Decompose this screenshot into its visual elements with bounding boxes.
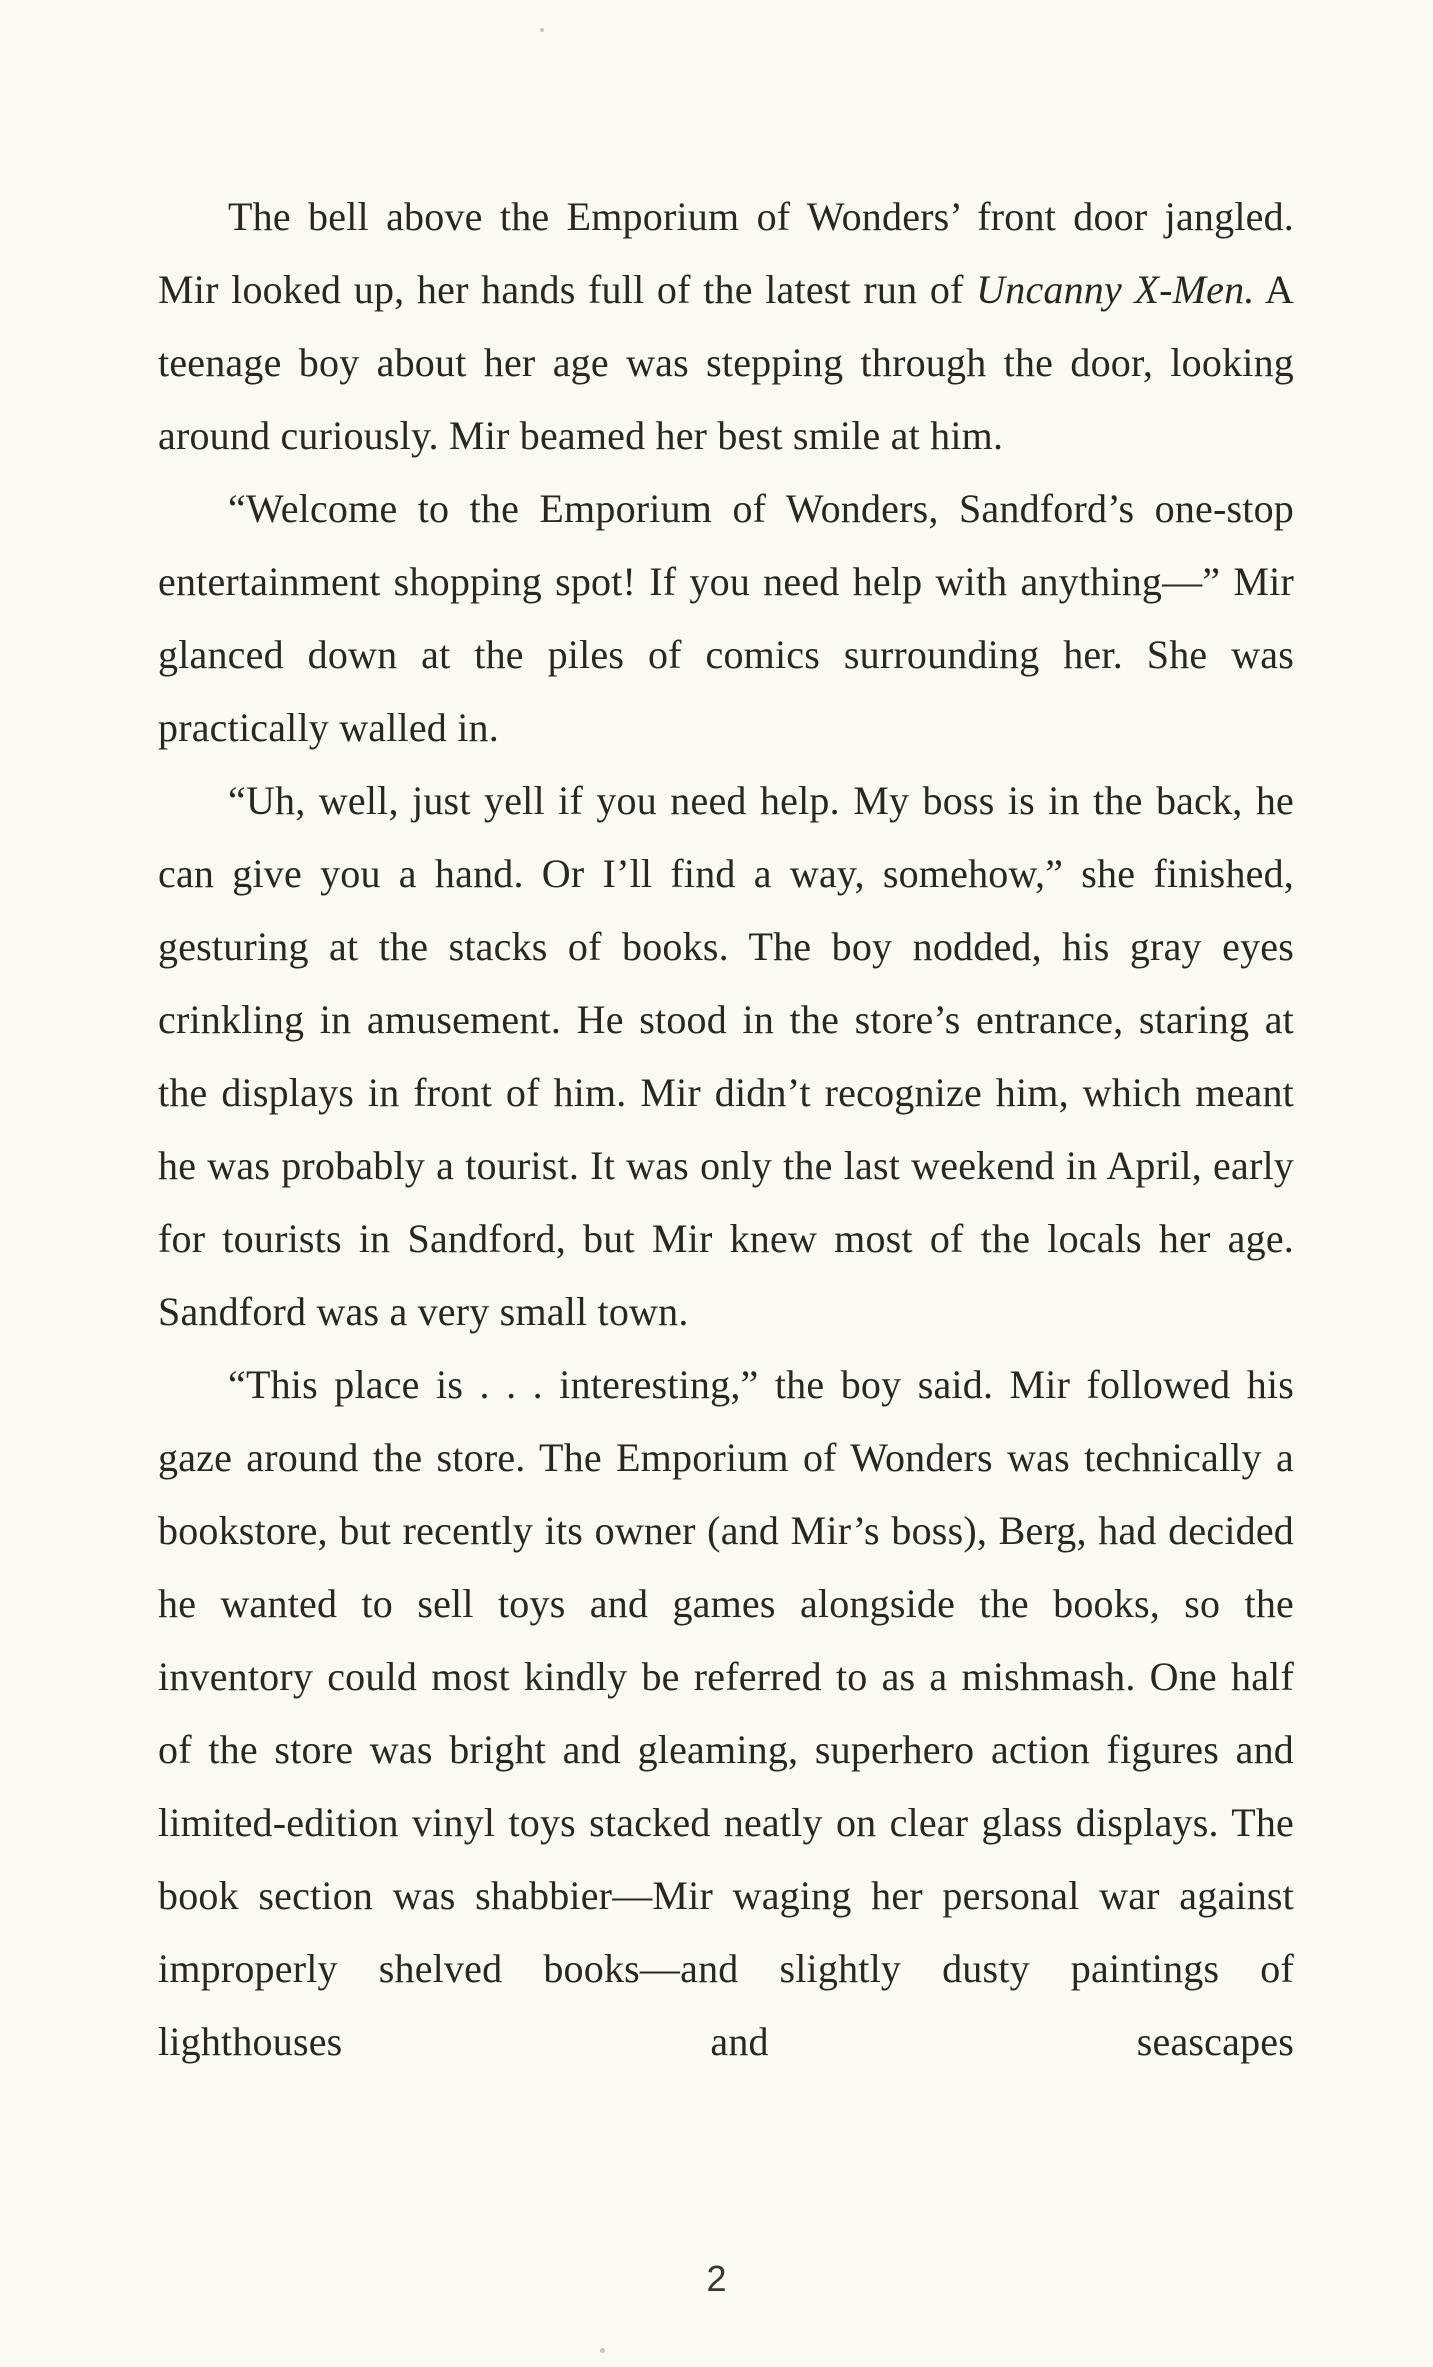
paper-speck xyxy=(600,2348,605,2353)
paragraph-text: “This place is . . . interesting,” the boy said. Mir followed his gaze around the store. The Emporium of Wonders was technically a bookstore, but recently its owner (and Mir’s boss), Berg, had decided he wanted to sell toys and games alongside the books, so the inventory could most kindly be referred to as a mishmash. One half of the store was bright and gleaming, superhero action figures and limited-edition vinyl toys stacked neatly on clear glass displays. The book section was shabbier—Mir waging her personal war against improperly shelved books—and slightly dusty paintings of lighthouses and seascapes xyxy=(158,1362,1294,2064)
paragraph xyxy=(158,472,1294,764)
paragraph-text: “Uh, well, just yell if you need help. My boss is in the back, he can give you a hand. Or I’ll find a way, somehow,” she finished, gesturing at the stacks of books. The boy nodded, his gray eyes crinkling in amusement. He stood in the store’s entrance, staring at the displays in front of him. Mir didn’t recognize him, which meant he was probably a tourist. It was only the last weekend in April, early for tourists in Sandford, but Mir knew most of the locals her age. Sandford was a very small town. xyxy=(158,778,1294,1334)
book-title-italic: Uncanny X-Men. xyxy=(976,267,1255,312)
paragraph-text: The bell above the Emporium of Wonders’ front door jangled. Mir looked up, her hands full of the latest run of xyxy=(158,194,1294,312)
paragraph xyxy=(158,180,1294,472)
page-number: 2 xyxy=(706,2258,727,2299)
paragraph xyxy=(158,764,1294,1348)
body-text xyxy=(158,180,1294,2078)
paragraph-text: A teenage boy about her age was stepping through the door, looking around curiously. Mir beamed her best smile at him. xyxy=(158,267,1294,458)
paragraph xyxy=(158,1348,1294,2078)
paragraph-text: “Welcome to the Emporium of Wonders, Sandford’s one-stop entertainment shopping spot! If you need help with anything—” Mir glanced down at the piles of comics surrounding her. She was practically walled in. xyxy=(158,486,1294,750)
paper-speck xyxy=(540,28,544,32)
